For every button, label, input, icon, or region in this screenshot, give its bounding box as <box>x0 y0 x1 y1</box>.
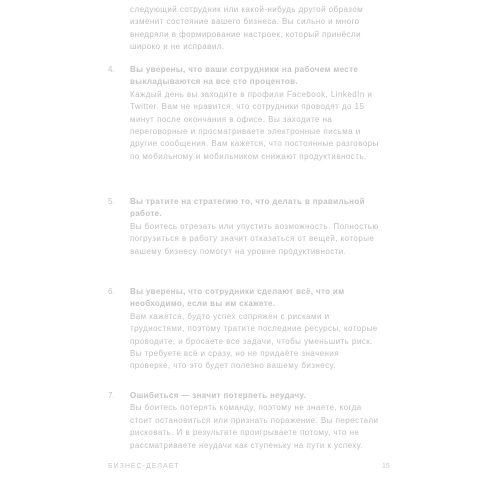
item-number: 7. <box>108 391 115 400</box>
item-body: Вы боитесь отрезать или упустить возможность. Полностью погрузиться в работу значит отказаться от вещей, которые вашему бизнесу помогут на уровне продуктивности. <box>130 221 379 256</box>
list-item-4 <box>108 64 388 163</box>
item-heading: Ошибиться — значит потерпеть неудачу. <box>130 391 307 400</box>
list-item-7 <box>108 390 388 452</box>
item-number: 6. <box>108 287 115 296</box>
item-number: 5. <box>108 197 115 206</box>
item-number: 4. <box>108 65 115 74</box>
list-item-5 <box>108 196 388 258</box>
item-body: Вам кажется, будто успех сопряжен с рисками и трудностями, поэтому тратите последние ресурсы, которые проводите, и бросаете все задачи, чтобы уменьшить риск. Вы требуете всё и сразу, но не придаёте значения проверке, что это будет полезно вашему бизнесу. <box>130 311 378 371</box>
item-heading: Вы уверены, что ваши сотрудники на рабочем месте выкладываются на все сто процентов. <box>130 65 359 87</box>
running-footer-title: БИЗНЕС-ДЕЛАЕТ <box>108 463 180 470</box>
page-number: 15 <box>382 463 390 470</box>
item-heading: Вы тратите на стратегию то, что делать в правильной работе. <box>130 197 365 219</box>
item-body: Каждый день вы заходите в профили Facebook, LinkedIn и Twitter. Вам не нравится, что сотрудники проводят до 15 минут после окончания в офисе. Вы заходите на переговорные и просматриваете электронные письма и другие сообщения. Вам кажется, что постоянные разговоры по мобильному и мобильником снижают продуктивность. <box>130 89 379 161</box>
list-item-6 <box>108 286 388 373</box>
item-body: Вы боитесь потерять команду, поэтому не знаете, когда стоит остановиться или признать поражение. Вы перестали рисковать. И в результате проигрываете потому, что не рассматриваете неудачи как ступеньку на пути к успеху. <box>130 403 379 450</box>
item-heading: Вы уверены, что сотрудники сделают всё, что им необходимо, если вы им скажете. <box>130 287 345 309</box>
intro-paragraph: следующий сотрудник или какой-нибудь другой образом изменит состояние вашего бизнеса. Вы сильно и много внедряли в формирование настроек, который принёсли широко и не исправил. <box>130 5 364 52</box>
